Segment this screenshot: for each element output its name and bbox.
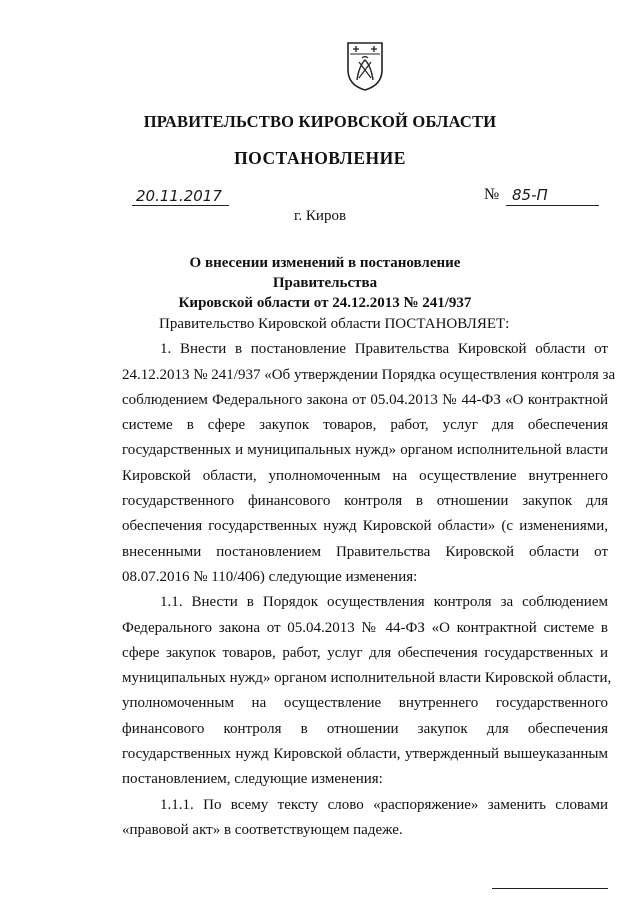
subject-line: Кировской области от 24.12.2013 № 241/937 [178,295,472,311]
body-line: государственного финансового контроля в отношении закупок для [122,493,608,510]
body-line: 24.12.2013 № 241/937 «Об утверждении Порядка осуществления контроля за [122,366,616,383]
body-line: государственных нужд Кировской области, утвержденный вышеуказанным [122,746,608,763]
body-line: Федерального закона от 05.04.2013 № 44-ФЗ «О контрактной системе в [122,619,608,636]
subject-line: О внесении изменений в постановление Правительства [189,255,461,291]
body-line: соблюдением Федерального закона от 05.04.2013 № 44-ФЗ «О контрактной [122,391,608,408]
intro-line: Правительство Кировской области ПОСТАНОВЛЯЕТ: [159,316,510,332]
document-type-title: ПОСТАНОВЛЕНИЕ [234,148,406,168]
government-title: ПРАВИТЕЛЬСТВО КИРОВСКОЙ ОБЛАСТИ [143,112,497,131]
document-body [122,312,616,843]
city-label: г. Киров [293,208,347,224]
page-bottom-rule [492,888,608,889]
body-line: 1.1. Внести в Порядок осуществления контроля за соблюдением [160,594,608,611]
number-underline [506,205,599,206]
body-line: системе в сфере закупок товаров, работ, услуг для обеспечения [122,417,608,434]
number-label: № [484,186,500,203]
body-line: уполномоченным на осуществление внутреннего государственного [122,695,608,712]
document-subject [160,253,490,313]
paragraph-1 [122,337,616,590]
date-underline [132,205,229,206]
paragraph-3 [122,793,608,844]
body-line: 1.1.1. По всему тексту слово «распоряжение» заменить словами [160,796,608,813]
body-line: Кировской области, уполномоченным на осуществление внутреннего [122,467,608,484]
document-number: 85-П [512,186,548,204]
body-line: «правовой акт» в соответствующем падеже. [122,821,403,838]
body-line: 08.07.2016 № 110/406) следующие изменения: [122,568,418,585]
body-line: 1. Внести в постановление Правительства Кировской области от [160,341,608,358]
body-line: сфере закупок товаров, работ, услуг для обеспечения государственных и [122,644,608,661]
coat-of-arms-emblem [345,40,385,92]
body-line: финансового контроля в отношении закупок для обеспечения [122,720,608,737]
paragraph-2 [122,590,612,792]
body-line: муниципальных нужд» органом исполнительной власти Кировской области, [122,670,612,687]
document-date: 20.11.2017 [136,187,222,205]
body-line: обеспечения государственных нужд Кировской области» (с изменениями, [122,518,608,535]
body-line: внесенными постановлением Правительства Кировской области от [122,543,608,560]
body-line: постановлением, следующие изменения: [122,771,383,788]
body-line: государственных и муниципальных нужд» органом исполнительной власти [122,442,608,459]
